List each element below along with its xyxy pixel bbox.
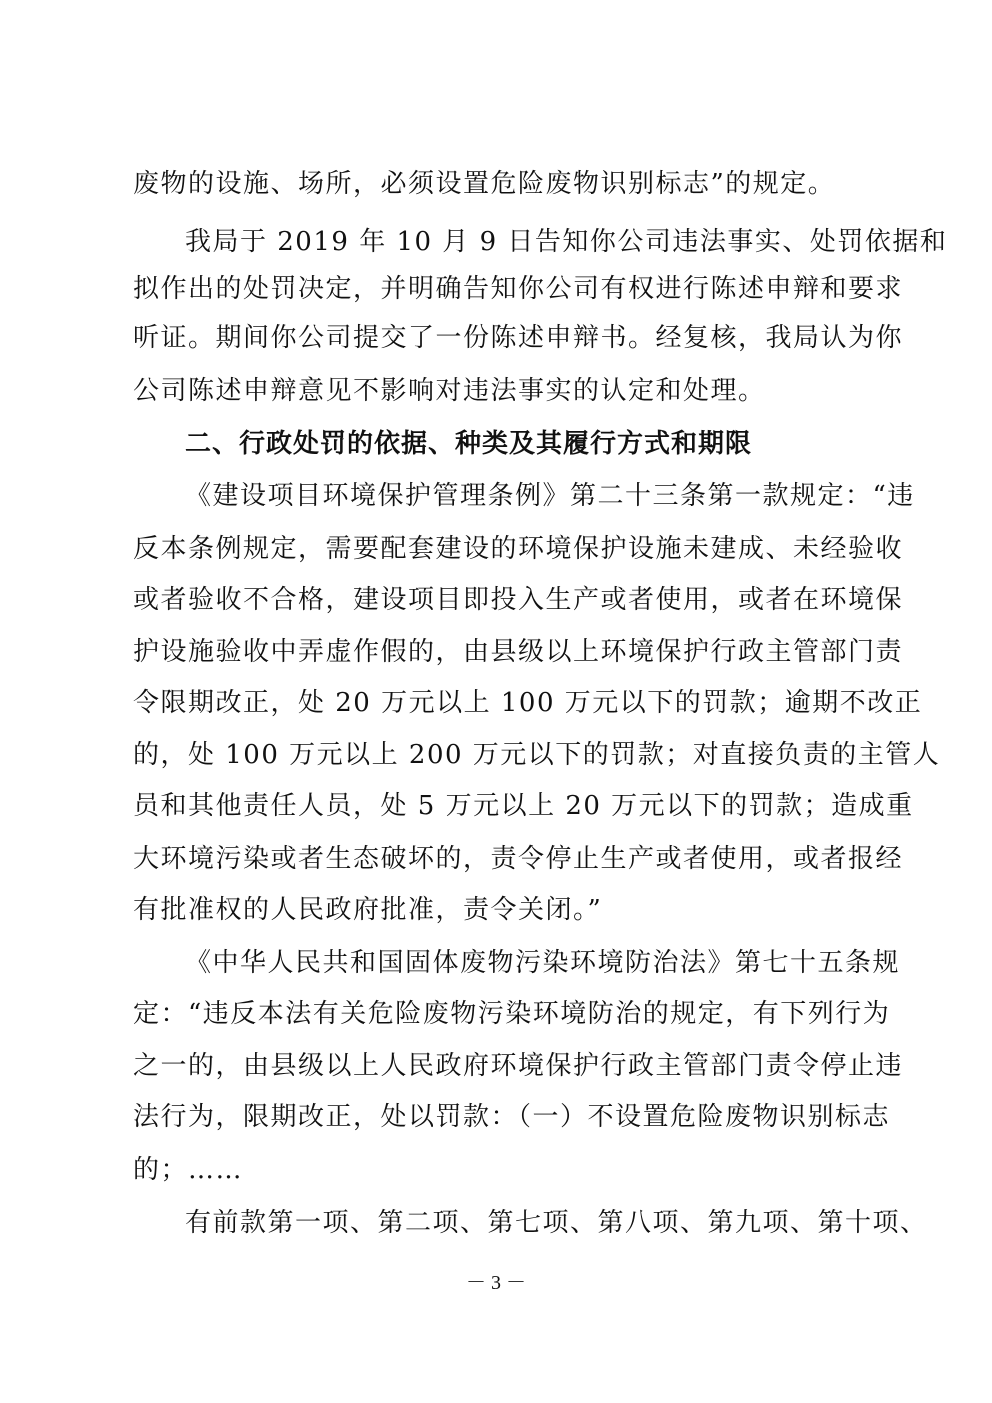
text-line: 法行为，限期改正，处以罚款：（一）不设置危险废物识别标志 — [133, 1102, 891, 1132]
text-line: 我局于 2019 年 10 月 9 日告知你公司违法事实、处罚依据和 — [185, 227, 948, 257]
text-line: 有批准权的人民政府批准，责令关闭。” — [133, 895, 603, 925]
text-line: 《中华人民共和国固体废物污染环境防治法》第七十五条规 — [185, 948, 901, 978]
text-line: 的，处 100 万元以上 200 万元以下的罚款；对直接负责的主管人 — [133, 740, 941, 770]
text-line: 员和其他责任人员，处 5 万元以上 20 万元以下的罚款；造成重 — [133, 791, 914, 821]
text-line: 定：“违反本法有关危险废物污染环境防治的规定，有下列行为 — [133, 999, 891, 1029]
text-line: 护设施验收中弄虚作假的，由县级以上环境保护行政主管部门责 — [133, 637, 904, 667]
text-line: 听证。期间你公司提交了一份陈述申辩书。经复核，我局认为你 — [133, 323, 904, 353]
text-line: 令限期改正，处 20 万元以上 100 万元以下的罚款；逾期不改正 — [133, 688, 923, 718]
text-line: 《建设项目环境保护管理条例》第二十三条第一款规定：“违 — [185, 481, 915, 511]
page-number: － 3 － — [466, 1272, 526, 1294]
text-line: 拟作出的处罚决定，并明确告知你公司有权进行陈述申辩和要求 — [133, 274, 904, 304]
text-line: 之一的，由县级以上人民政府环境保护行政主管部门责令停止违 — [133, 1051, 904, 1081]
text-line: 反本条例规定，需要配套建设的环境保护设施未建成、未经验收 — [133, 534, 904, 564]
text-line: 的；…… — [133, 1155, 244, 1185]
text-line: 公司陈述申辩意见不影响对违法事实的认定和处理。 — [133, 376, 766, 406]
text-line: 或者验收不合格，建设项目即投入生产或者使用，或者在环境保 — [133, 585, 904, 615]
text-line: 有前款第一项、第二项、第七项、第八项、第九项、第十项、 — [185, 1208, 928, 1238]
text-line: 大环境污染或者生态破坏的，责令停止生产或者使用，或者报经 — [133, 844, 904, 874]
text-line: 废物的设施、场所，必须设置危险废物识别标志”的规定。 — [133, 169, 836, 199]
section-heading: 二、行政处罚的依据、种类及其履行方式和期限 — [185, 429, 753, 459]
